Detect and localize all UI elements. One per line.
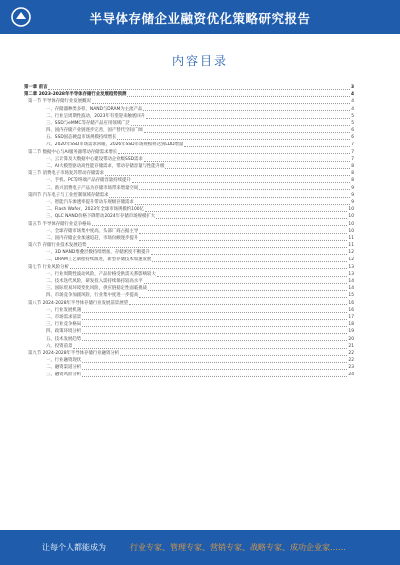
toc-entry[interactable] [24,292,354,299]
toc-entry-title: 一、全球存储市场集中度高，头部厂商占据主导 [46,228,139,234]
toc-leader-dots [48,89,349,90]
toc-page-number: 4 [351,99,354,105]
toc-entry[interactable] [24,249,354,256]
toc-entry[interactable] [24,134,354,141]
toc-page-number: 19 [348,329,354,335]
toc-entry[interactable] [24,343,354,350]
toc-entry-title: 三、国际贸易环境变化风险，供应链稳定性面临挑战 [46,286,147,292]
report-title: 半导体存储企业融资优化策略研究报告 [89,11,311,26]
toc-entry-title: 第二节 数据中心与AI服务器带动存储需求增长 [28,149,118,155]
toc-page-number: 7 [351,149,354,155]
toc-page-number: 9 [351,185,354,191]
toc-leader-dots [131,125,350,126]
toc-entry[interactable] [24,170,354,177]
toc-page-number: 9 [351,192,354,198]
toc-entry[interactable] [24,177,354,184]
toc-leader-dots [157,276,348,277]
toc-page-number: 14 [348,286,354,292]
toc-entry-title: 第六节 存储行业技术发展趋势 [28,243,87,249]
toc-leader-dots [146,118,350,119]
toc-entry-title: 一、云计算及大数据中心建设带动企业级SSD需求 [46,156,143,162]
toc-page-number: 16 [348,307,354,313]
toc-entry-title: 第四节 汽车电子与工业控制领域存储需求 [28,192,109,198]
toc-entry[interactable] [24,242,354,249]
toc-entry[interactable] [24,271,354,278]
toc-entry-title: 第三节 消费电子市场复苏带动存储需求 [28,171,105,177]
toc-entry-title: 一、智能汽车渗透率提升带动车规级存储需求 [46,199,134,205]
toc-page-number: 15 [348,293,354,299]
toc-entry[interactable] [24,350,354,357]
toc-leader-dots [82,333,347,334]
toc-page-number: 8 [351,171,354,177]
toc-leader-dots [92,225,348,226]
toc-entry[interactable] [24,307,354,314]
toc-entry-title: 二、市场需求前景 [46,314,82,320]
table-of-contents [24,84,354,379]
toc-leader-dots [145,211,347,212]
toc-entry-title: 三、融资风险分析 [46,372,82,378]
toc-page-number: 4 [350,92,354,98]
toc-entry[interactable] [24,336,354,343]
toc-entry[interactable] [24,235,354,242]
toc-page-number: 5 [351,113,354,119]
toc-leader-dots [144,132,351,133]
toc-leader-dots [127,96,350,97]
toc-entry-title: 五、SSD固态硬盘市场规模持续增长 [46,135,117,141]
toc-page-number: 10 [348,228,354,234]
toc-entry[interactable] [24,149,354,156]
toc-page-number: 22 [348,350,354,356]
toc-entry[interactable] [24,98,354,105]
toc-entry[interactable] [24,328,354,335]
toc-entry-title: 二、技术迭代风险，研发投入需持续保持较高水平 [46,279,143,285]
toc-entry-title: 一、行业发展机遇 [46,307,82,313]
toc-entry-title: 第一章 前言 [24,84,48,90]
toc-entry[interactable] [24,364,354,371]
toc-leader-dots [184,146,350,147]
toc-entry[interactable] [24,221,354,228]
toc-leader-dots [73,348,347,349]
toc-entry-title: 第五节 半导体存储行业竞争格局 [28,221,91,227]
toc-entry-title: 第九节 2024-2028年半导体存储行业融资分析 [28,350,120,356]
toc-entry[interactable] [24,285,354,292]
toc-page-number: 6 [351,135,354,141]
toc-entry-title: 三、QLC NAND价格下降带动2024年存储市场规模扩大 [46,214,156,220]
toc-leader-dots [152,261,347,262]
toc-page-number: 9 [351,199,354,205]
toc-entry[interactable] [24,156,354,163]
toc-entry-title: 三、行业竞争格局 [46,322,82,328]
toc-entry[interactable] [24,206,354,213]
toc-entry-title: 第八节 2024-2028年半导体存储行业发展前景展望 [28,300,128,306]
footer-bar [0,530,400,565]
toc-leader-dots [87,247,347,248]
header-bar [0,0,400,34]
toc-page-number: 10 [348,221,354,227]
toc-entry-title: 二、DRAM工艺制程持续演进，新型存储技术加速发展 [46,257,152,263]
toc-entry[interactable] [24,257,354,264]
toc-entry-title: 四、市场竞争加剧风险，行业集中度进一步提高 [46,293,139,299]
toc-page-number: 8 [351,164,354,170]
toc-page-number: 12 [348,257,354,263]
toc-leader-dots [139,297,347,298]
toc-page-number: 13 [348,271,354,277]
toc-entry-title: 二、融资渠道分析 [46,365,82,371]
toc-entry-title: 二、新兴消费电子产品为存储市场带来增量空间 [46,185,139,191]
toc-leader-dots [105,175,350,176]
toc-page-number: 13 [348,264,354,270]
toc-entry-title: 一、手机、PC等终端产品存储容量持续提升 [46,178,131,184]
toc-entry[interactable] [24,113,354,120]
toc-page-number: 3 [350,84,354,90]
toc-page-number: 5 [351,120,354,126]
toc-leader-dots [156,218,347,219]
toc-page-number: 4 [351,106,354,112]
toc-entry[interactable] [24,84,354,91]
footer-tagline: 行业专家、管理专家、营销专家、战略专家、成功企业家…… [130,543,346,552]
toc-leader-dots [132,182,350,183]
toc-leader-dots [144,283,348,284]
toc-leader-dots [82,376,347,377]
toc-page-number: 14 [348,279,354,285]
toc-page-number: 23 [348,365,354,371]
toc-entry-title: 四、政策环境分析 [46,329,82,335]
toc-entry-title: 四、国内存储产业链逐步完善，国产替代空间广阔 [46,128,143,134]
toc-leader-dots [82,319,347,320]
toc-entry[interactable] [24,106,354,113]
toc-leader-dots [109,197,350,198]
toc-entry[interactable] [24,192,354,199]
toc-page-number: 18 [348,322,354,328]
toc-page-number: 10 [348,207,354,213]
toc-entry[interactable] [24,185,354,192]
toc-leader-dots [143,110,350,111]
toc-entry-title: 六、2020年SSD市场需求回暖，2026年SSD市场规模将达到LDD增量 [46,142,184,148]
toc-leader-dots [82,326,347,327]
toc-page-number: 17 [348,314,354,320]
toc-entry[interactable] [24,91,354,98]
toc-entry[interactable] [24,120,354,127]
toc-page-number: 12 [348,250,354,256]
toc-leader-dots [82,369,347,370]
toc-entry[interactable] [24,300,354,307]
toc-page-number: 7 [351,156,354,162]
toc-page-number: 24 [348,372,354,378]
toc-leader-dots [129,304,347,305]
toc-leader-dots [165,168,350,169]
toc-page-number: 21 [348,343,354,349]
toc-entry[interactable] [24,127,354,134]
toc-entry-title: 二、Flash Wafer，2023年全球市场规模约100亿 [46,207,144,213]
toc-entry[interactable] [24,357,354,364]
toc-page-number: 10 [348,214,354,220]
toc-entry-title: 第二章 2023-2028年半导体存储行业发展趋势预测 [24,92,127,98]
toc-entry-title: 第七节 行业风险分析 [28,264,69,270]
toc-leader-dots [120,355,347,356]
toc-entry-title: 二、国内存储企业加速追赶，市场份额逐步提升 [46,235,139,241]
toc-entry-title: 第一节 半导体存储行业发展概况 [28,99,91,105]
toc-entry[interactable] [24,213,354,220]
toc-leader-dots [82,362,347,363]
toc-entry-title: 一、行业周期性波动风险，产品价格受供需关系影响较大 [46,271,156,277]
toc-entry[interactable] [24,372,354,379]
toc-leader-dots [82,312,347,313]
toc-entry-title: 一、3D NAND堆叠层数持续增加，存储密度不断提升 [46,250,150,256]
toc-leader-dots [139,233,347,234]
toc-heading: 内容目录 [171,54,228,68]
toc-page-number: 8 [351,178,354,184]
toc-leader-dots [139,189,350,190]
toc-leader-dots [70,268,347,269]
toc-leader-dots [139,240,347,241]
toc-entry-title: 二、行业呈周期性波动，2023年有望迎来触底回升 [46,113,145,119]
toc-page-number: 16 [348,300,354,306]
footer-slogan: 让每个人都能成为 [42,543,106,552]
toc-entry-title: 一、存储器种类多样，NAND与DRAM为主流产品 [46,106,143,112]
toc-leader-dots [144,161,350,162]
toc-entry[interactable] [24,228,354,235]
toc-leader-dots [151,254,347,255]
toc-page-number: 22 [348,358,354,364]
toc-leader-dots [117,139,350,140]
toc-leader-dots [92,103,350,104]
toc-entry[interactable] [24,278,354,285]
toc-entry[interactable] [24,142,354,149]
toc-entry[interactable] [24,199,354,206]
toc-page-number: 7 [351,142,354,148]
toc-entry[interactable] [24,321,354,328]
toc-entry[interactable] [24,264,354,271]
toc-entry-title: 二、AI大模型驱动高性能存储需求，带动存储容量与性能升级 [46,164,165,170]
toc-entry[interactable] [24,163,354,170]
toc-page-number: 11 [348,243,354,249]
toc-entry-title: 五、技术发展趋势 [46,336,82,342]
toc-entry-title: 三、SSD与eMMC等存储产品应用领域广泛 [46,120,130,126]
toc-leader-dots [118,153,350,154]
toc-entry[interactable] [24,314,354,321]
toc-entry-title: 六、投资前景 [46,343,73,349]
toc-page-number: 6 [351,128,354,134]
toc-entry-title: 一、行业融资现状 [46,358,82,364]
toc-page-number: 20 [348,336,354,342]
toc-leader-dots [148,290,347,291]
toc-page-number: 11 [348,235,354,241]
toc-leader-dots [82,340,347,341]
toc-leader-dots [135,204,350,205]
